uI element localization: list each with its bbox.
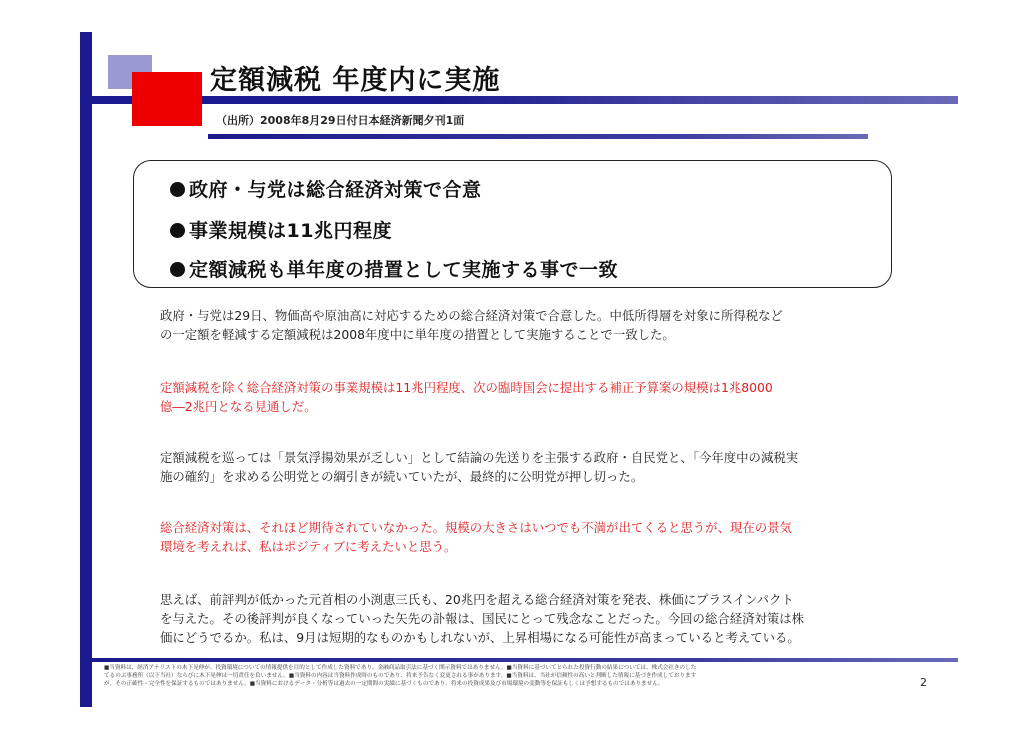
title-underline: [92, 96, 958, 104]
disclaimer-text: ■当資料は、経済アナリストの木下晃伸が、投資環境についての情報提供を目的として作成した資料であり、金融商品取引法に基づく開示資料ではありません。■当資料に基づいてとられた投資行動の結果については、株式会社きのした てるのぶ事務所（以下当社）ならびに木下晃伸は一切責任を負いません。■当資料の内容は当資料作成時のものであり、将来予告なく変更される事があります。■当資料は、当社が信頼性の高いと判断した情報に基づき作成しております が、その正確性・完全性を保証するものではありません。■当資料におけるデータ・分析等は過去の一定期間の実績に基づくものであり、将来の投資成果及び市場環境の変動等を保証もしくは予想するものではありません。: [104, 665, 697, 688]
footer-rule: [92, 658, 958, 662]
slide-title: 定額減税 年度内に実施: [210, 65, 501, 96]
source-underline: [208, 134, 868, 139]
bullet-icon: [170, 262, 185, 277]
source-citation: （出所）2008年8月29日付日本経済新聞夕刊1面: [216, 114, 465, 127]
body-paragraph-1: 政府・与党は29日、物価高や原油高に対応するための総合経済対策で合意した。中低所得層を対象に所得税など の一定額を軽減する定額減税は2008年度中に単年度の措置として実施することで一致した。: [160, 308, 783, 342]
decor-square-red: [132, 72, 202, 126]
body-paragraph-2: 定額減税を除く総合経済対策の事業規模は11兆円程度、次の臨時国会に提出する補正予算案の規模は1兆8000 億―2兆円となる見通しだ。: [160, 380, 773, 414]
summary-box: [133, 160, 892, 288]
summary-bullet: 政府・与党は総合経済対策で合意: [170, 175, 482, 202]
body-paragraph-5: 思えば、前評判が低かった元首相の小渕恵三氏も、20兆円を超える総合経済対策を発表、株価にプラスインパクト を与えた。その後評判が良くなっていった矢先の訃報は、国民にとって残念なことだった。今回の総合経済対策は株 価にどうでるか。私は、9月は短期的なものかもしれないが、上昇相場になる可能性が高まっていると考えている。: [160, 592, 805, 645]
bullet-icon: [170, 223, 185, 238]
body-paragraph-3: 定額減税を巡っては「景気浮揚効果が乏しい」として結論の先送りを主張する政府・自民党と、「今年度中の減税実 施の確約」を求める公明党との綱引きが続いていたが、最終的に公明党が押し切った。: [160, 450, 799, 484]
bullet-icon: [170, 182, 185, 197]
left-accent-bar: [80, 32, 92, 707]
summary-bullet: 事業規模は11兆円程度: [170, 216, 392, 243]
summary-bullet: 定額減税も単年度の措置として実施する事で一致: [170, 255, 618, 282]
page-number: 2: [920, 676, 927, 689]
body-paragraph-4: 総合経済対策は、それほど期待されていなかった。規模の大きさはいつでも不満が出てくると思うが、現在の景気 環境を考えれば、私はポジティブに考えたいと思う。: [160, 520, 792, 554]
